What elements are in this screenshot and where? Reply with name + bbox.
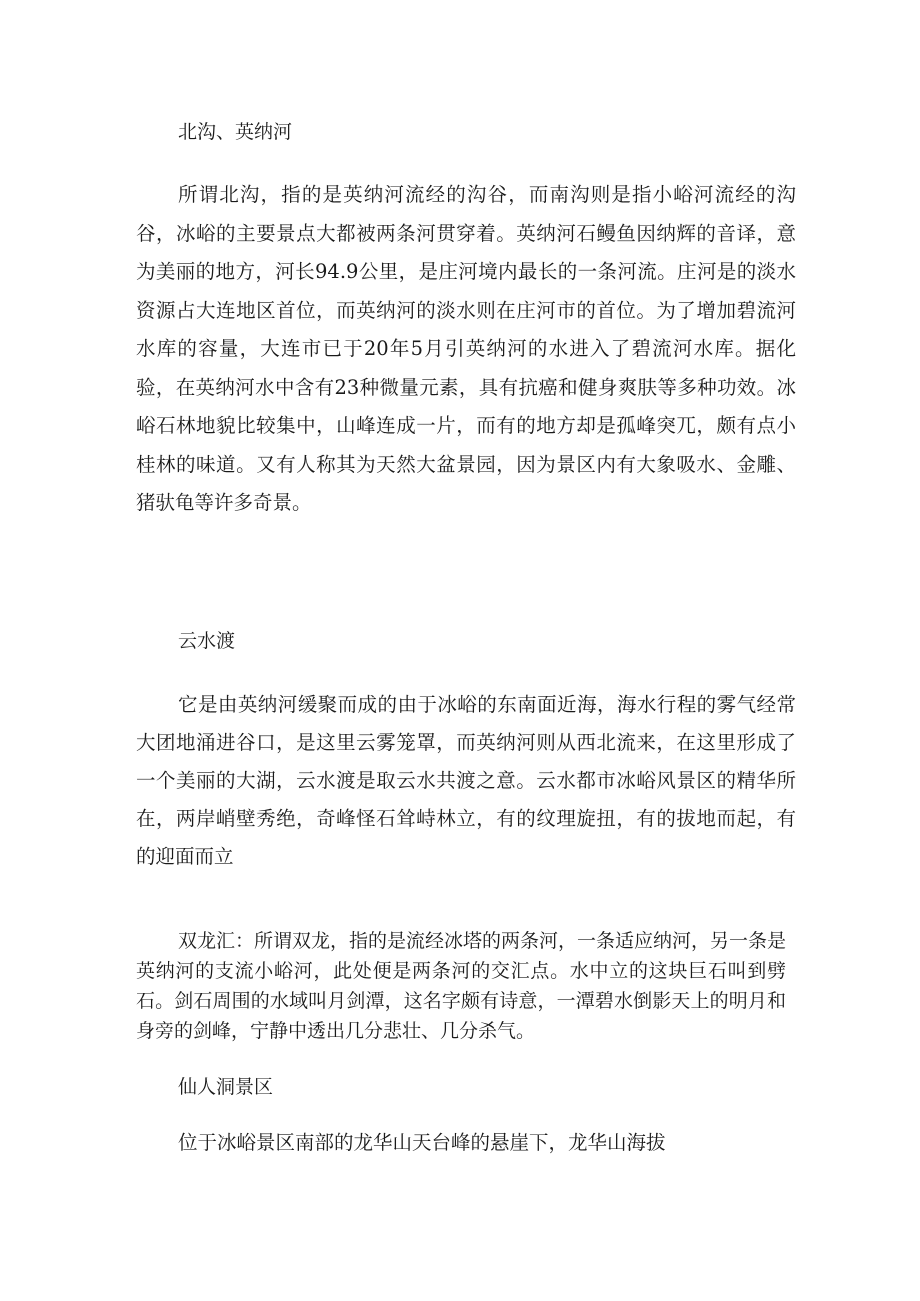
section-heading-xianrendong: 仙人洞景区 [178,1076,274,1098]
paragraph-xianrendong: 位于冰峪景区南部的龙华山天台峰的悬崖下，龙华山海拔 [178,1131,666,1154]
paragraph-beigou: 所谓北沟，指的是英纳河流经的沟谷，而南沟则是指小峪河流经的沟谷，冰峪的主要景点大都被两条河贯穿着。英纳河石鳗鱼因纳辉的音译，意为美丽的地方，河长94.9公里，是庄河境内最长的一条河流。庄河是的淡水资源占大连地区首位，而英纳河的淡水则在庄河市的首位。为了增加碧流河水库的容量，大连市已于20年5月引英纳河的水进入了碧流河水库。据化验，在英纳河水中含有23种微量元素，具有抗癌和健身爽肤等多种功效。冰峪石林地貌比较集中，山峰连成一片，而有的地方却是孤峰突兀，颇有点小桂林的味道。又有人称其为天然大盆景园，因为景区内有大象吸水、金雕、猪驮龟等许多奇景。 [136,183,796,514]
section-heading-beigou: 北沟、英纳河 [178,121,293,143]
section-heading-yunshuidu: 云水渡 [178,630,236,652]
paragraph-yunshuidu: 它是由英纳河缓聚而成的由于冰峪的东南面近海，海水行程的雾气经常大团地涌进谷口，是这里云雾笼罩，而英纳河则从西北流来，在这里形成了一个美丽的大湖，云水渡是取云水共渡之意。云水都市冰峪风景区的精华所在，两岸峭壁秀绝，奇峰怪石耸峙林立，有的纹理旋扭，有的拔地而起，有的迎面而立 [136,693,796,868]
paragraph-shuanglonghui: 双龙汇：所谓双龙，指的是流经冰塔的两条河，一条适应纳河，另一条是英纳河的支流小峪河，此处便是两条河的交汇点。水中立的这块巨石叫到劈石。剑石周围的水域叫月剑潭，这名字颇有诗意，一潭碧水倒影天上的明月和身旁的剑峰，宁静中透出几分悲壮、几分杀气。 [136,930,787,1042]
